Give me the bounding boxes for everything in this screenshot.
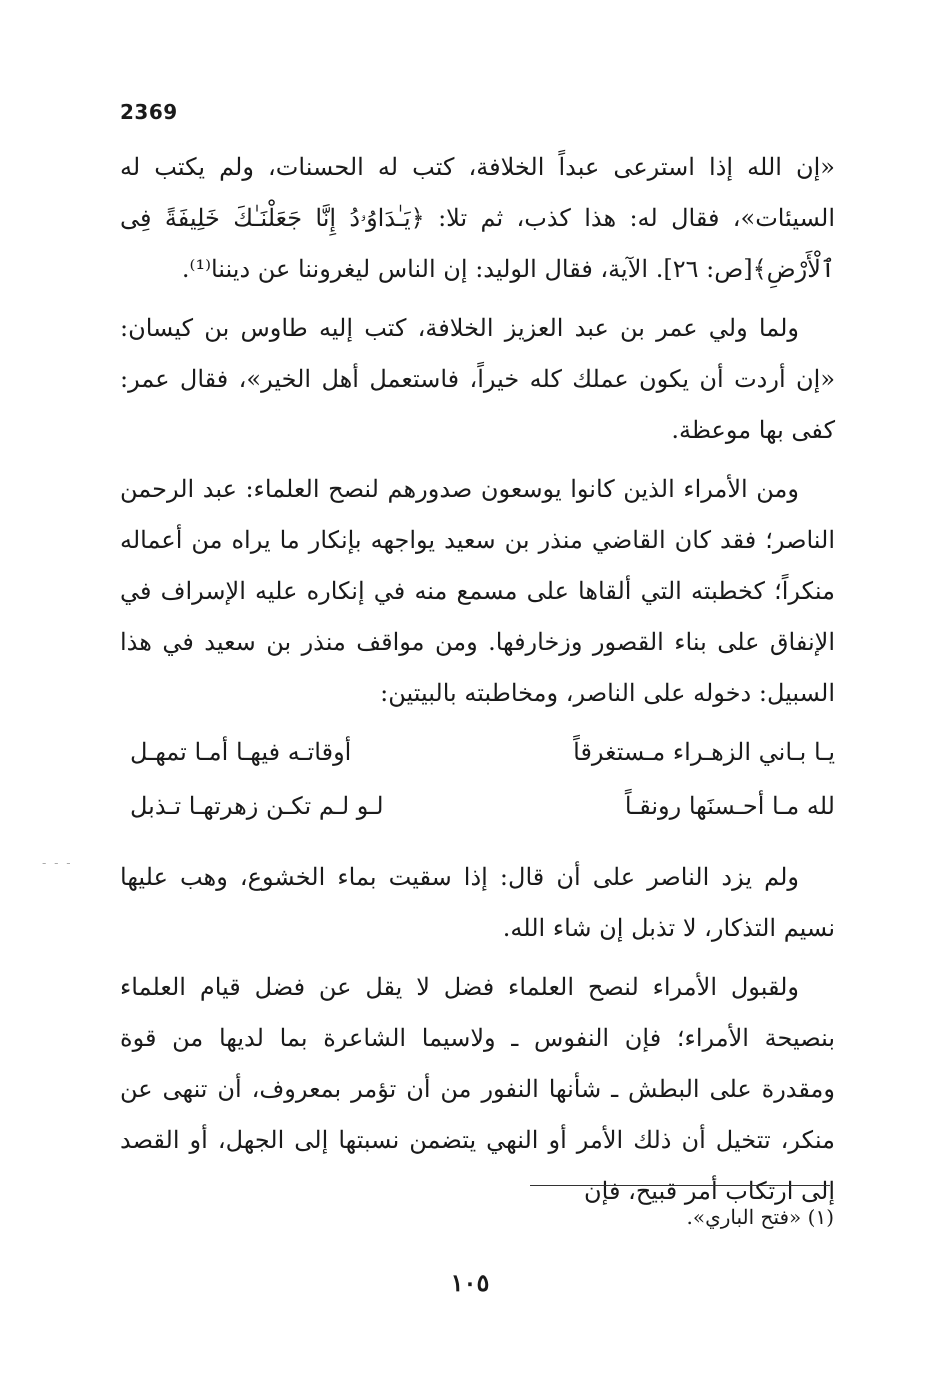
paragraph: ولقبول الأمراء لنصح العلماء فضل لا يقل عن فضل قيام العلماء بنصيحة الأمراء؛ فإن النفوس ـ ولاسيما الشاعرة بما لديها من قوة ومقدرة على البطش ـ شأنها النفور من أن تؤمر بمعروف، أن تنهى عن منكر، تتخيل أن ذلك الأمر أو النهي يتضمن نسبتها إلى الجهل، أو القصد إلى ارتكاب أمر قبيح، فإن xyxy=(120,973,835,1205)
verse-second-hemistich: أوقاتـه فيهـا أمـا تمهـل xyxy=(130,738,352,766)
verse-line xyxy=(120,792,835,846)
text-block-bottom xyxy=(120,852,835,1217)
verse-first-hemistich: يـا بـاني الزهـراء مـستغرقاً xyxy=(573,738,835,766)
paragraph: «إن الله إذا استرعى عبداً الخلافة، كتب له الحسنات، ولم يكتب له السيئات»، فقال له: هذا كذب، ثم تلا: ﴿يَـٰدَاوُۥدُ إِنَّا جَعَلْنَـٰكَ خَلِيفَةً فِى ٱلْأَرْضِ﴾[ص: ٢٦]. الآية، فقال الوليد: إن الناس ليغروننا عن ديننا⁽¹⁾. xyxy=(120,153,835,283)
margin-dash-mark: ‐ ‐ ‐ xyxy=(42,856,73,870)
page-number: ١٠٥ xyxy=(450,1268,490,1297)
paragraph: ومن الأمراء الذين كانوا يوسعون صدورهم لنصح العلماء: عبد الرحمن الناصر؛ فقد كان القاضي منذر بن سعيد يواجهه بإنكار ما يراه من أعماله منكراً؛ كخطبته التي ألقاها على مسمع منه في إنكاره عليه الإسراف في الإنفاق على بناء القصور وزخارفها. ومن مواقف منذر بن سعيد في هذا السبيل: دخوله على الناصر، ومخاطبته بالبيتين: xyxy=(120,475,835,707)
footnote: (١) «فتح الباري». xyxy=(686,1205,834,1229)
text-block-top xyxy=(120,142,835,719)
poem-verses xyxy=(120,738,835,846)
page-code: 2369 xyxy=(120,100,178,124)
verse-line xyxy=(120,738,835,792)
verse-second-hemistich: لـو لـم تكـن زهرتهـا تـذبل xyxy=(130,792,384,820)
footnote-divider xyxy=(530,1185,830,1186)
paragraph: ولم يزد الناصر على أن قال: إذا سقيت بماء الخشوع، وهب عليها نسيم التذكار، لا تذبل إن شاء الله. xyxy=(120,863,835,942)
verse-first-hemistich: لله مـا أحـسنَها رونقـاً xyxy=(624,792,835,820)
paragraph: ولما ولي عمر بن عبد العزيز الخلافة، كتب إليه طاوس بن كيسان: «إن أردت أن يكون عملك كله خيراً، فاستعمل أهل الخير»، فقال عمر: كفى بها موعظة. xyxy=(120,314,835,444)
